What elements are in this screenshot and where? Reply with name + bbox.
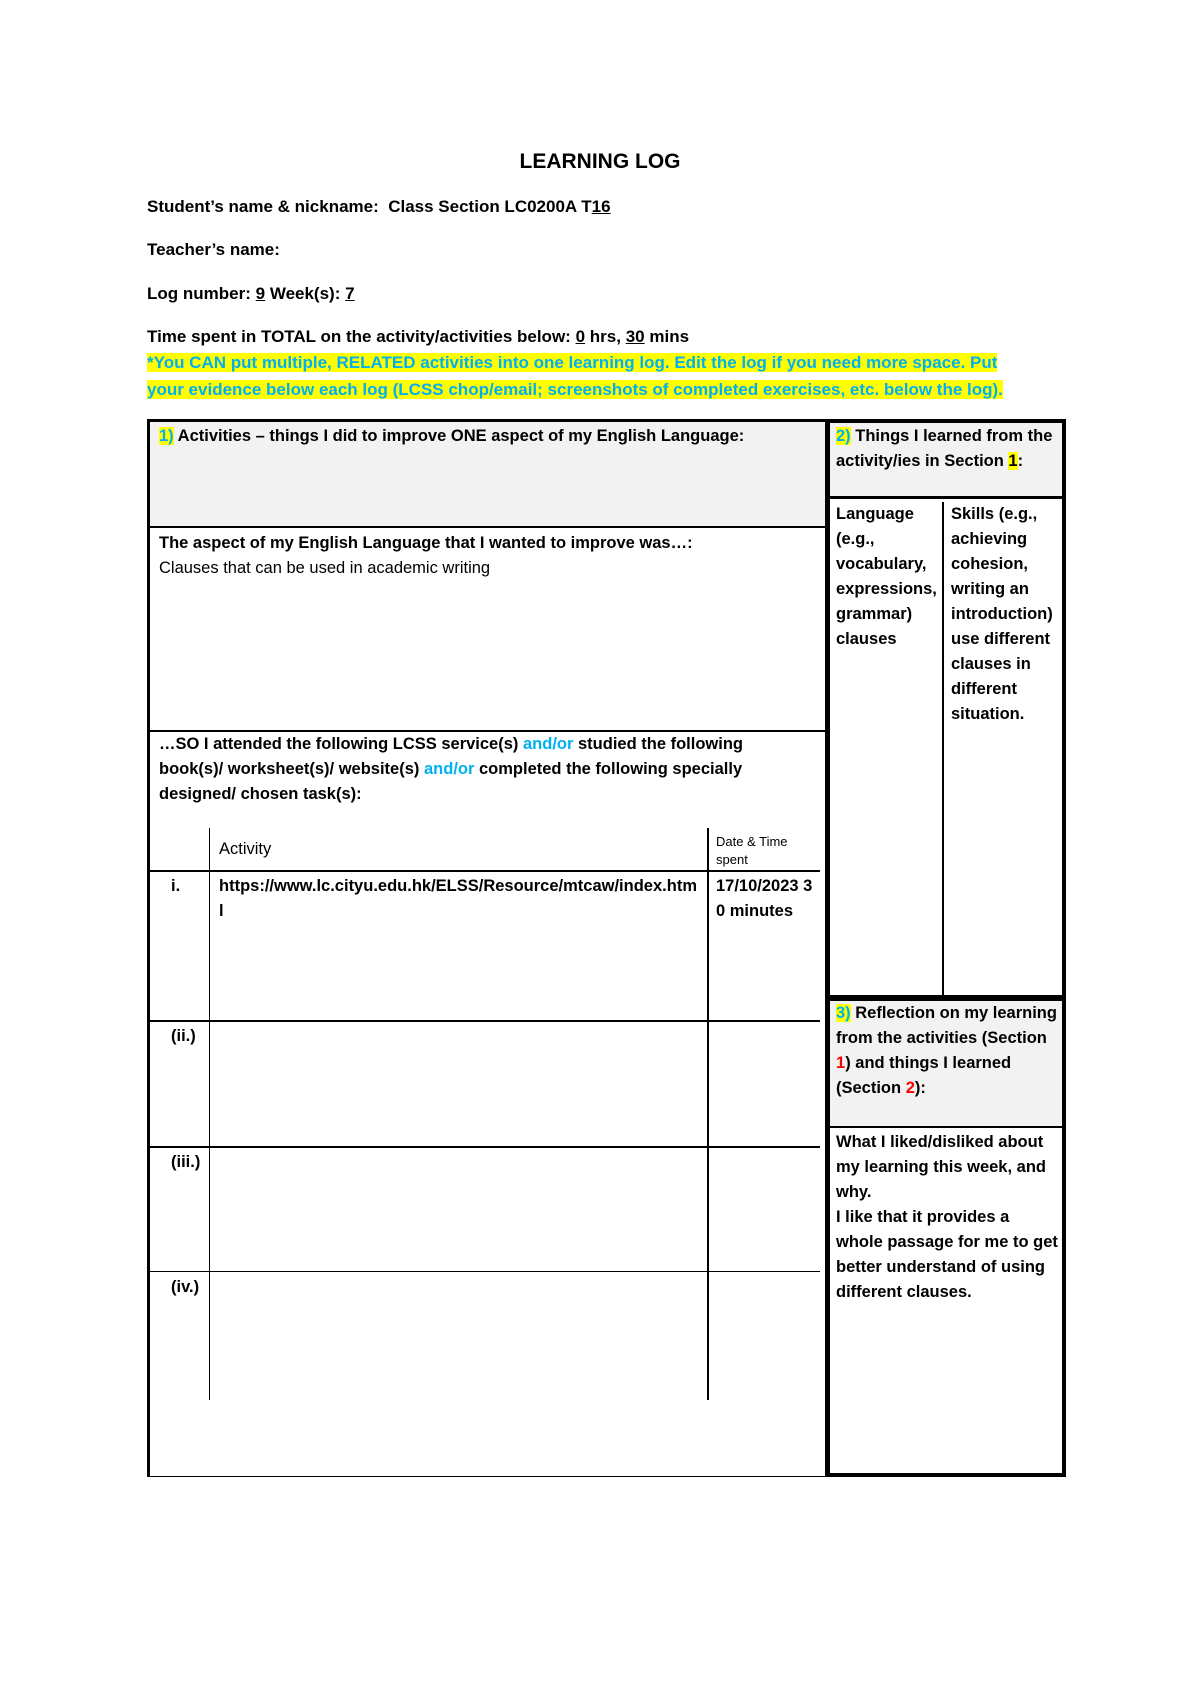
date-column-header: Date & Time spent <box>716 834 788 867</box>
weeks-label: Week(s): <box>269 284 341 303</box>
student-label: Student’s name & nickname: <box>147 197 379 216</box>
class-section-value: 16 <box>591 197 611 216</box>
learning-log-table <box>147 419 1066 1477</box>
row-3-label: (iii.) <box>171 1153 201 1171</box>
and-or-2: and/or <box>423 760 475 778</box>
language-value: clauses <box>836 630 897 648</box>
time-spent-line <box>147 327 689 347</box>
attended-text-2: studied the following <box>578 735 743 753</box>
page-title: LEARNING LOG <box>519 150 681 173</box>
activity-table-col-line-2 <box>707 828 709 1400</box>
attended-text-5: designed/ chosen task(s): <box>159 785 362 803</box>
activity-table-header-line <box>150 870 820 872</box>
class-section-label: Class Section LC0200A T <box>388 197 592 216</box>
section3-heading-2: ) and things I learned (Section <box>836 1054 1012 1097</box>
section2-number: 2) <box>836 427 851 445</box>
section2-heading-ref: 1 <box>1008 452 1018 470</box>
skills-cell <box>951 502 1059 727</box>
hours-label: hrs, <box>589 327 621 346</box>
instruction-note <box>147 349 1047 403</box>
section3-heading-1: Reflection on my learning from the activities (Section <box>836 1004 1057 1047</box>
note-line-1: *You CAN put multiple, RELATED activities into one learning log. Edit the log if you need more space. Put <box>147 353 998 372</box>
note-line-2: your evidence below each log (LCSS chop/email; screenshots of completed exercises, etc. below the log). <box>147 380 1003 399</box>
minutes-value: 30 <box>625 327 645 346</box>
activity-table-col-line-1 <box>209 828 210 1400</box>
row-1-date: 17/10/2023 30 minutes <box>716 877 813 920</box>
log-number-value: 9 <box>255 284 266 303</box>
aspect-label: The aspect of my English Language that I wanted to improve was…: <box>159 534 693 552</box>
aspect-value: Clauses that can be used in academic writing <box>159 559 491 577</box>
attended-text-3: book(s)/ worksheet(s)/ website(s) <box>159 760 420 778</box>
reflection-prompt: What I liked/disliked about my learning this week, and why. <box>836 1133 1046 1201</box>
language-label: Language (e.g., vocabulary, expressions, grammar) <box>836 505 937 623</box>
section3-ref-1: 1 <box>836 1054 846 1072</box>
skills-label: Skills (e.g., achieving cohesion, writing an introduction) <box>951 505 1053 623</box>
weeks-value: 7 <box>345 284 355 303</box>
attended-text-1: …SO I attended the following LCSS service(s) <box>159 735 519 753</box>
row-1-label: i. <box>171 877 181 895</box>
section3-number: 3) <box>836 1004 851 1022</box>
section3-heading-3: ): <box>914 1079 926 1097</box>
attended-cell <box>159 732 809 807</box>
and-or-1: and/or <box>522 735 574 753</box>
row-4-label: (iv.) <box>171 1278 200 1296</box>
activity-table-row-line-3 <box>150 1271 820 1272</box>
aspect-cell <box>159 531 809 581</box>
reflection-cell <box>836 1130 1058 1305</box>
minutes-label: mins <box>649 327 690 346</box>
row-1-activity[interactable]: https://www.lc.cityu.edu.hk/ELSS/Resource/mtcaw/index.html <box>219 877 697 920</box>
section1-heading <box>159 424 809 449</box>
attended-text-4: completed the following specially <box>479 760 743 778</box>
section3-heading <box>836 1001 1058 1101</box>
time-spent-label: Time spent in TOTAL on the activity/activities below: <box>147 327 571 346</box>
row-2-label: (ii.) <box>171 1027 196 1045</box>
activity-column-header: Activity <box>219 840 272 858</box>
activity-table-row-line-2 <box>150 1146 820 1148</box>
section2-heading-end: : <box>1017 452 1024 470</box>
language-cell <box>836 502 938 652</box>
section2-heading <box>836 424 1058 474</box>
student-line <box>147 197 611 217</box>
log-number-line <box>147 284 355 304</box>
reflection-answer: I like that it provides a whole passage for me to get better understand of using different clauses. <box>836 1208 1058 1301</box>
section2-heading-text: Things I learned from the activity/ies in Section <box>836 427 1053 470</box>
section3-ref-2: 2 <box>905 1079 915 1097</box>
skills-value: use different clauses in different situation. <box>951 630 1051 723</box>
teacher-label: Teacher’s name: <box>147 240 280 259</box>
teacher-line <box>147 240 280 260</box>
section1-number: 1) <box>159 427 174 445</box>
section1-heading-text: Activities – things I did to improve ONE aspect of my English Language: <box>177 427 745 445</box>
activity-table-row-line-1 <box>150 1020 820 1022</box>
section2-col-divider <box>942 502 944 996</box>
log-number-label: Log number: <box>147 284 251 303</box>
hours-value: 0 <box>575 327 586 346</box>
